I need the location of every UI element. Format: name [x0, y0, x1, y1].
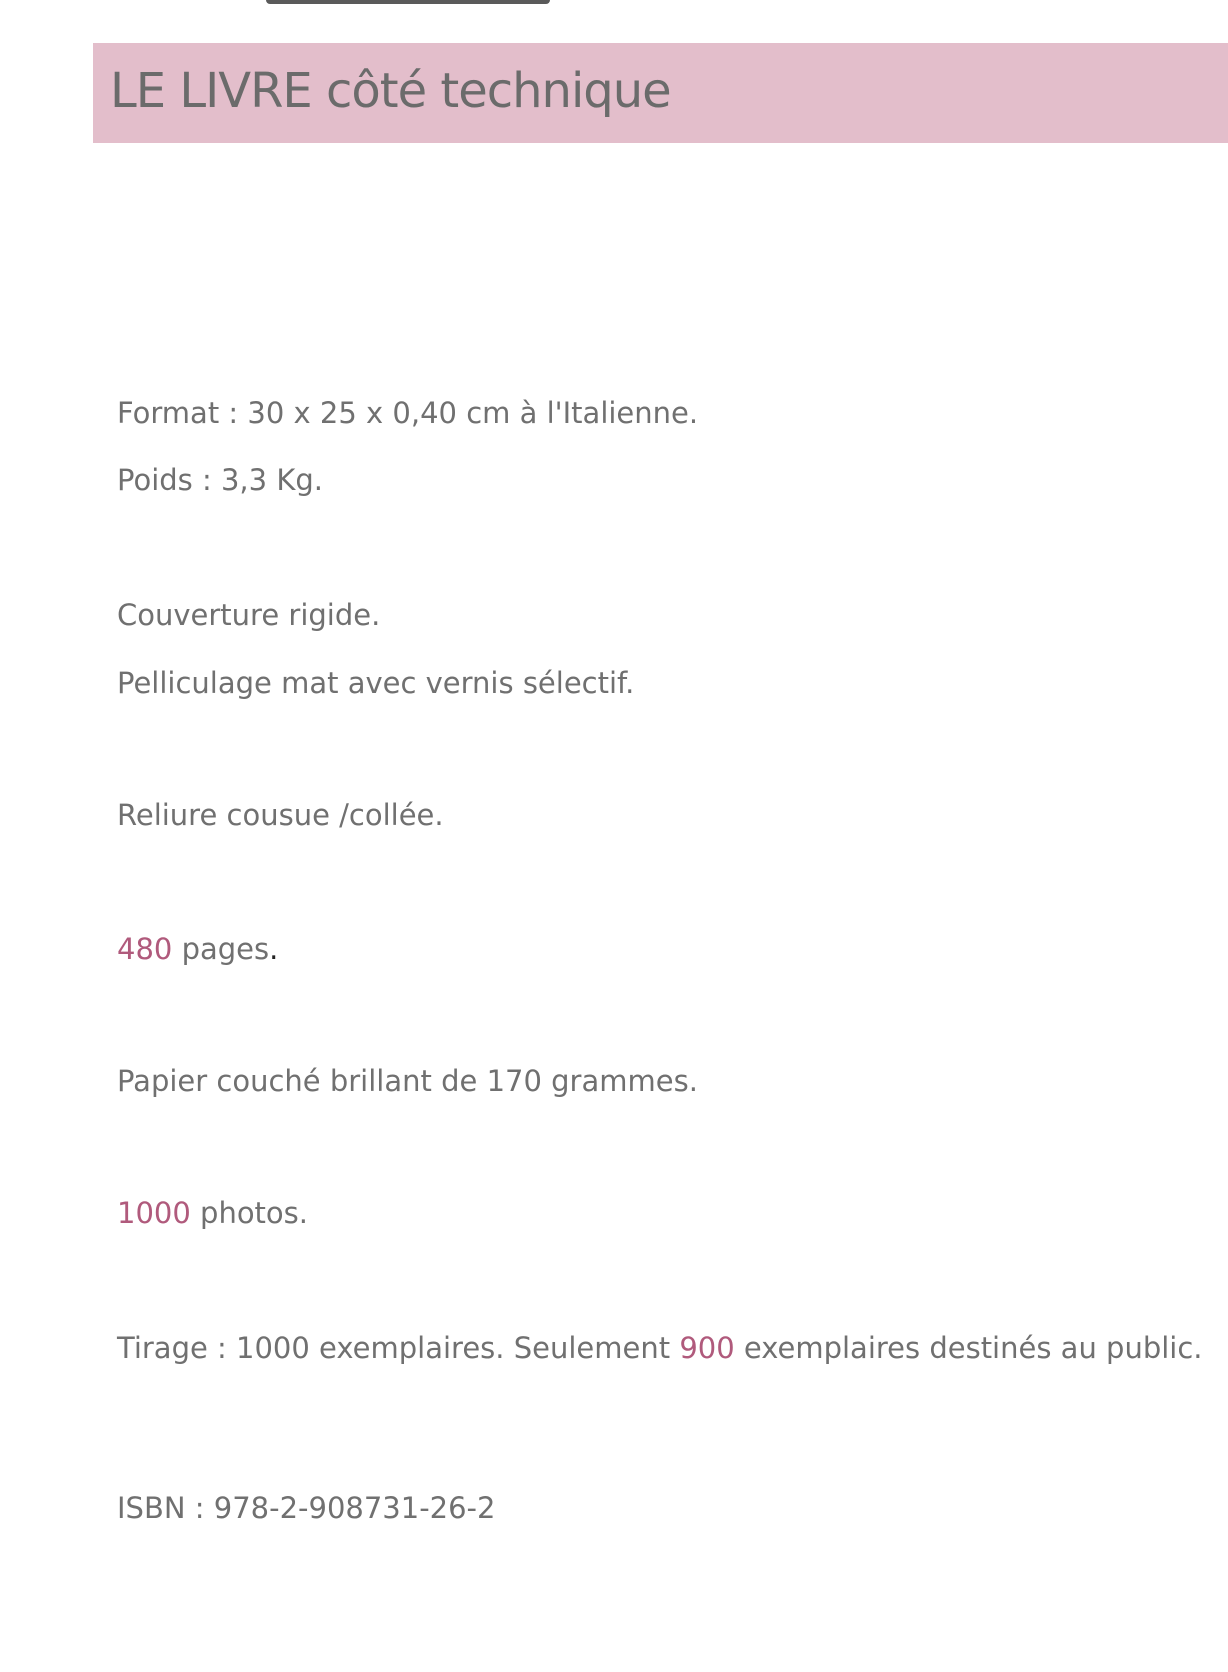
spec-papier: Papier couché brillant de 170 grammes.: [117, 1064, 698, 1098]
spec-format: Format : 30 x 25 x 0,40 cm à l'Italienne.: [117, 396, 699, 430]
spec-pelliculage: Pelliculage mat avec vernis sélectif.: [117, 666, 635, 700]
pages-count: 480: [117, 932, 173, 966]
spec-photos: [117, 1193, 308, 1233]
pages-period: .: [269, 932, 279, 966]
pages-label: pages: [172, 932, 270, 966]
spec-tirage: [117, 1328, 1203, 1368]
photos-count: 1000: [117, 1196, 191, 1230]
tirage-suffix: exemplaires destinés au public.: [734, 1331, 1203, 1365]
section-header: [93, 43, 1228, 143]
spec-pages: [117, 929, 278, 969]
spec-couverture: Couverture rigide.: [117, 598, 381, 632]
page-title: LE LIVRE côté technique: [110, 63, 671, 119]
spec-poids: Poids : 3,3 Kg.: [117, 463, 323, 497]
tirage-public-count: 900: [679, 1331, 735, 1365]
photos-label: photos.: [190, 1196, 309, 1230]
spec-reliure: Reliure cousue /collée.: [117, 798, 444, 832]
top-tab-handle: [266, 0, 550, 4]
spec-isbn: ISBN : 978-2-908731-26-2: [117, 1491, 496, 1525]
tirage-prefix: Tirage : 1000 exemplaires. Seulement: [117, 1331, 680, 1365]
